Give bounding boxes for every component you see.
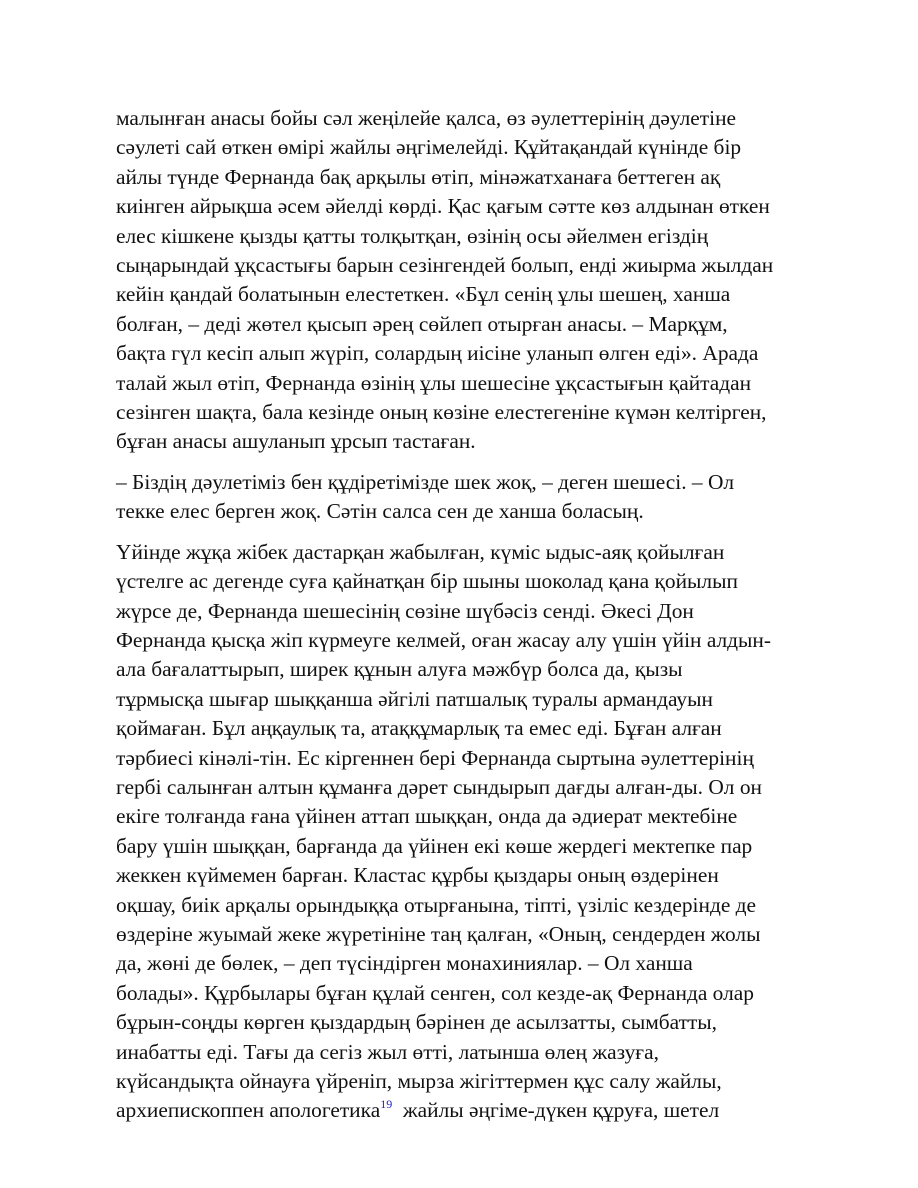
text-line: талай жыл өтіп, Фернанда өзінің ұлы шешесіне ұқсастығын қайтадан	[116, 370, 752, 395]
text-line: ала бағалаттырып, ширек құнын алуға мәжбүр болса да, қызы	[116, 657, 683, 682]
text-fragment: жайлы әңгіме-дүкен құруға, шетел	[392, 1098, 720, 1123]
text-line: гербі салынған алтын құманға дәрет сындырып дағды алған-ды. Ол он	[116, 774, 762, 799]
text-line: сезінген шақта, бала кезінде оның көзіне елестегеніне күмән келтірген,	[116, 400, 767, 425]
text-line: текке елес берген жоқ. Сәтін салса сен де ханша боласың.	[116, 499, 644, 524]
text-line-with-footnote	[116, 1096, 816, 1125]
text-line: Үйінде жұқа жібек дастарқан жабылған, күміс ыдыс-аяқ қойылған	[116, 539, 725, 564]
text-line: екіге толғанда ғана үйінен аттап шыққан, онда да әдиерат мектебіне	[116, 804, 738, 829]
text-line: елес кішкене қызды қатты толқытқан, өзінің осы әйелмен егіздің	[116, 223, 709, 248]
text-line: жеккен күймемен барған. Кластас құрбы қыздары оның өздерінен	[116, 863, 719, 888]
text-line: өздеріне жуымай жеке жүретініне таң қалған, «Оның, сендерден жолы	[116, 921, 761, 946]
text-line: кейін қандай болатынын елестеткен. «Бұл сенің ұлы шешең, ханша	[116, 282, 731, 307]
paragraph-3	[116, 538, 816, 1126]
text-line: Фернанда қысқа жіп күрмеуге келмей, оған жасау алу үшін үйін алдын-	[116, 627, 772, 652]
text-line: – Біздің дәулетіміз бен құдіретімізде шек жоқ, – деген шешесі. – Ол	[116, 469, 735, 494]
text-line: малынған анасы бойы сәл жеңілейе қалса, өз әулеттерінің дәулетіне	[116, 106, 737, 130]
text-line: болады». Құрбылары бұған құлай сенген, сол кезде-ақ Фернанда олар	[116, 980, 754, 1005]
text-line: үстелге ас дегенде суға қайнатқан бір шыны шоколад қана қойылып	[116, 569, 738, 594]
text-line: жүрсе де, Фернанда шешесінің сөзіне шүбәсіз сенді. Әкесі Дон	[116, 598, 694, 623]
text-line: сыңарындай ұқсастығы барын сезінгендей болып, енді жиырма жылдан	[116, 253, 774, 278]
text-line: бұған анасы ашуланып ұрсып тастаған.	[116, 429, 476, 454]
text-line: тәрбиесі кінәлі-тін. Ес кіргеннен бері Фернанда сыртына әулеттерінің	[116, 745, 754, 770]
text-fragment: архиепископпен апологетика	[116, 1098, 381, 1123]
text-line: оқшау, биік арқалы орындыққа отырғанына, тіпті, үзіліс кездерінде де	[116, 892, 757, 917]
text-line: айлы түнде Фернанда бақ арқылы өтіп, мінәжатханаға беттеген ақ	[116, 164, 721, 189]
text-line: тұрмысқа шығар шыққанша әйгілі патшалық туралы армандауын	[116, 686, 713, 711]
text-line: инабатты еді. Тағы да сегіз жыл өтті, латынша өлең жазуға,	[116, 1039, 659, 1064]
text-line: бақта гүл кесіп алып жүріп, солардың иісіне уланып өлген еді». Арада	[116, 341, 759, 366]
text-line: болған, – деді жөтел қысып әрең сөйлеп отырған анасы. – Марқұм,	[116, 311, 728, 336]
text-line: киінген айрықша әсем әйелді көрді. Қас қағым сәтте көз алдынан өткен	[116, 194, 770, 219]
text-line: бұрын-соңды көрген қыздардың бәрінен де асылзатты, сымбатты,	[116, 1010, 717, 1035]
text-line: да, жөні де бөлек, – деп түсіндірген монахиниялар. – Ол ханша	[116, 951, 693, 976]
paragraph-1	[116, 104, 816, 457]
text-line: сәулеті сай өткен өмірі жайлы әңгімелейді. Құйтақандай күнінде бір	[116, 135, 742, 160]
book-page-text	[116, 104, 816, 1126]
text-line: бару үшін шыққан, барғанда да үйінен екі көше жердегі мектепке пар	[116, 833, 753, 858]
text-line: күйсандықта ойнауға үйреніп, мырза жігіттермен құс салу жайлы,	[116, 1069, 722, 1093]
text-line: қоймаған. Бұл аңқаулық та, атаққұмарлық та емес еді. Бұған алған	[116, 716, 722, 741]
footnote-link[interactable]: 19	[380, 1097, 393, 1112]
paragraph-2	[116, 468, 816, 527]
